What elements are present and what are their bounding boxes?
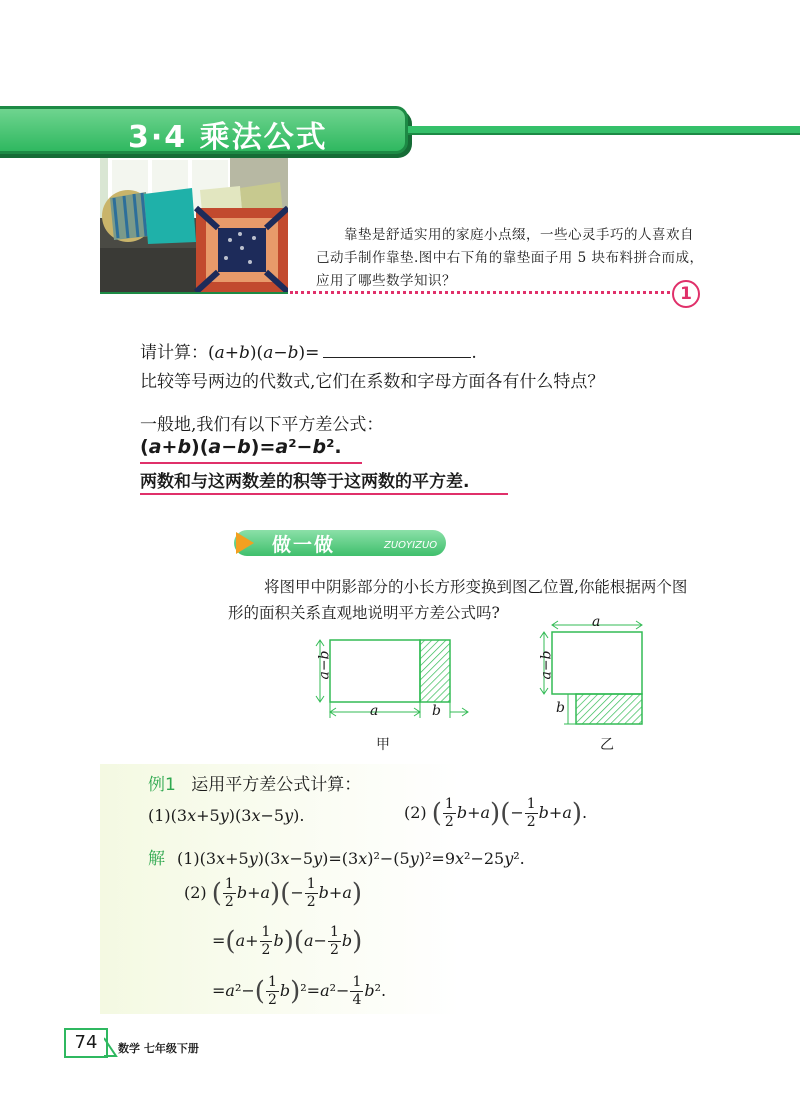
page-tab-corner bbox=[104, 1030, 118, 1060]
dotted-divider bbox=[290, 291, 670, 294]
intro-line-3: 应用了哪些数学知识？ bbox=[316, 273, 456, 289]
problem-1: (1)(3x+5y)(3x−5y). bbox=[148, 806, 305, 825]
general-statement: 一般地,我们有以下平方差公式： bbox=[140, 415, 384, 435]
solution-2-line-2: =(a+ $\frac{1}{2}$ b)(a− $\frac{1}{2}$ b) bbox=[212, 924, 363, 958]
solution-label: 解 bbox=[148, 849, 165, 869]
example-heading bbox=[148, 770, 361, 795]
fig-jia-b-label: b bbox=[432, 703, 441, 719]
title-rule bbox=[408, 126, 800, 133]
cushion-photo bbox=[100, 158, 288, 294]
fig-jia-a-label: a bbox=[370, 703, 379, 719]
theorem-underline bbox=[140, 493, 508, 495]
section-title: 3·4 乘法公式 bbox=[128, 120, 328, 155]
example-title: 运用平方差公式计算： bbox=[191, 775, 362, 795]
solution-1: 解 (1)(3x+5y)(3x−5y)=(3x)²−(5y)²=9x²−25y². bbox=[148, 849, 525, 869]
fig-jia-caption: 甲 bbox=[376, 737, 390, 753]
fig-yi-a-label: a bbox=[592, 614, 601, 630]
book-title: 数学 七年级下册 bbox=[118, 1042, 199, 1055]
intro-paragraph bbox=[316, 224, 706, 293]
calc-prompt: 请计算：(a+b)(a−b)= . bbox=[140, 343, 477, 363]
activity-text bbox=[228, 574, 714, 626]
page-number: 74 bbox=[64, 1028, 108, 1058]
theorem-statement: 两数和与这两数差的积等于这两数的平方差. bbox=[140, 472, 470, 492]
difference-of-squares-formula: (a+b)(a−b)=a²−b². bbox=[140, 436, 342, 458]
example-label: 例1 bbox=[148, 775, 176, 795]
title-rule-shadow bbox=[408, 133, 800, 135]
play-triangle-icon bbox=[236, 532, 254, 554]
step-marker: 1 bbox=[672, 280, 700, 308]
fig-yi-caption: 乙 bbox=[600, 737, 614, 753]
compare-question: 比较等号两边的代数式,它们在系数和字母方面各有什么特点？ bbox=[140, 372, 605, 392]
fig-yi-b-label: b bbox=[556, 700, 565, 716]
fig-jia-side-label: a−b bbox=[316, 650, 333, 680]
formula-underline bbox=[140, 462, 362, 464]
activity-line-1: 将图甲中阴影部分的小长方形变换到图乙位置,你能根据两个图 bbox=[264, 578, 688, 596]
activity-line-2: 形的面积关系直观地说明平方差公式吗? bbox=[228, 604, 500, 622]
solution-2-line-3: =a²−( $\frac{1}{2}$ b)²=a²− $\frac{1}{4}$ b². bbox=[212, 974, 387, 1008]
figure-jia bbox=[300, 630, 480, 745]
intro-line-1: 靠垫是舒适实用的家庭小点缀，一些心灵手巧的人喜欢自 bbox=[344, 227, 694, 243]
activity-badge-pinyin: ZUOYIZUO bbox=[384, 540, 438, 551]
answer-blank[interactable] bbox=[323, 341, 471, 358]
fig-yi-side-label: a−b bbox=[538, 650, 555, 680]
intro-line-2: 己动手制作靠垫.图中右下角的靠垫面子用 5 块布料拼合而成， bbox=[316, 250, 704, 266]
solution-2-line-1: (2) ( $\frac{1}{2}$ b+a)(− $\frac{1}{2}$ b+a) bbox=[184, 876, 363, 910]
problem-2: (2) ( $\frac{1}{2}$ b+a)(− $\frac{1}{2}$ b+a). bbox=[404, 796, 588, 830]
activity-badge-label: 做一做 bbox=[272, 534, 336, 556]
